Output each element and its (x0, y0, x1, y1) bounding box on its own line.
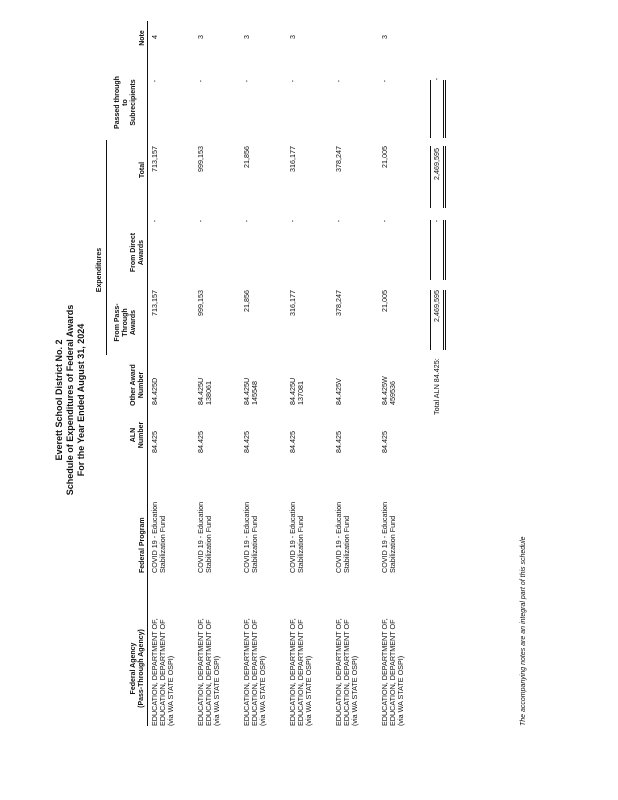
header-expenditures: Expenditures (96, 247, 103, 293)
award-cell: 84.425U 137081 (288, 377, 305, 405)
footnote: The accompanying notes are an integral part of this schedule (520, 536, 527, 726)
total-double-rule-total-2 (445, 146, 446, 208)
program-cell: COVID 19 - Education Stabilization Fund (288, 501, 305, 573)
expenditures-rule (106, 140, 107, 355)
total-subrecipients: - (432, 78, 441, 81)
total-rule-total (430, 146, 431, 208)
header-rule (147, 21, 148, 726)
aln-cell: 84.425 (380, 431, 389, 453)
agency-cell: EDUCATION, DEPARTMENT OF, EDUCATION, DEPARTMENT OF (via WA STATE OSPI) (242, 618, 267, 726)
header-pass-through: From Pass- Through Awards (114, 303, 137, 342)
direct-cell: - (380, 220, 389, 223)
award-cell: 84.425D (150, 377, 159, 405)
aln-cell: 84.425 (288, 431, 297, 453)
note-cell: 3 (242, 35, 251, 39)
award-cell: 84.425U 145548 (242, 377, 259, 405)
header-award: Other Award Number (130, 364, 145, 406)
header-direct: From Direct Awards (130, 232, 145, 273)
header-program: Federal Program (139, 517, 146, 573)
aln-cell: 84.425 (334, 431, 343, 453)
direct-cell: - (334, 220, 343, 223)
subrecipients-cell: - (242, 80, 251, 83)
total-cell: 378,247 (334, 146, 343, 172)
entity-title: Everett School District No. 2 (54, 339, 64, 461)
aln-cell: 84.425 (196, 431, 205, 453)
total-rule-sub (430, 80, 431, 138)
agency-cell: EDUCATION, DEPARTMENT OF, EDUCATION, DEPARTMENT OF (via WA STATE OSPI) (288, 618, 313, 726)
note-cell: 3 (380, 35, 389, 39)
header-total: Total (139, 161, 146, 179)
note-cell: 4 (150, 35, 159, 39)
program-cell: COVID 19 - Education Stabilization Fund (242, 501, 259, 573)
total-double-rule-sub-2 (445, 80, 446, 138)
header-aln: ALN Number (130, 421, 145, 449)
subrecipients-cell: - (288, 80, 297, 83)
header-subrecipients: Passed through to Subrecipients (114, 76, 137, 129)
note-cell: 3 (196, 35, 205, 39)
agency-cell: EDUCATION, DEPARTMENT OF, EDUCATION, DEPARTMENT OF (via WA STATE OSPI) (334, 618, 359, 726)
agency-cell: EDUCATION, DEPARTMENT OF, EDUCATION, DEPARTMENT OF (via WA STATE OSPI) (196, 618, 221, 726)
total-cell: 316,177 (288, 146, 297, 172)
aln-cell: 84.425 (150, 431, 159, 453)
total-double-rule-direct-2 (445, 220, 446, 280)
award-cell: 84.425U 138061 (196, 377, 213, 405)
total-double-rule-pass-2 (445, 290, 446, 350)
total-direct: - (432, 220, 441, 223)
pass-through-cell: 378,247 (334, 290, 343, 316)
direct-cell: - (150, 220, 159, 223)
note-cell: 3 (288, 35, 297, 39)
total-double-rule-pass-1 (443, 290, 444, 350)
direct-cell: - (288, 220, 297, 223)
total-cell: 21,005 (380, 146, 389, 168)
total-rule-pass (430, 290, 431, 350)
pass-through-cell: 21,856 (242, 290, 251, 312)
award-cell: 84.425W 459536 (380, 376, 397, 405)
header-note: Note (139, 30, 146, 46)
agency-cell: EDUCATION, DEPARTMENT OF, EDUCATION, DEPARTMENT OF (via WA STATE OSPI) (380, 618, 405, 726)
program-cell: COVID 19 - Education Stabilization Fund (150, 501, 167, 573)
agency-cell: EDUCATION, DEPARTMENT OF, EDUCATION, DEPARTMENT OF (via WA STATE OSPI) (150, 618, 175, 726)
total-label: Total ALN 84.425: (432, 358, 441, 415)
subrecipients-cell: - (150, 80, 159, 83)
schedule-title: Schedule of Expenditures of Federal Awards (65, 304, 75, 496)
subrecipients-cell: - (380, 80, 389, 83)
total-cell: 21,856 (242, 146, 251, 168)
total-rule-direct (430, 220, 431, 280)
total-cell: 713,157 (150, 146, 159, 172)
award-cell: 84.425V (334, 378, 343, 405)
total-double-rule-sub-1 (443, 80, 444, 138)
subrecipients-cell: - (334, 80, 343, 83)
pass-through-cell: 21,005 (380, 290, 389, 312)
subrecipients-cell: - (196, 80, 205, 83)
direct-cell: - (242, 220, 251, 223)
total-cell: 999,153 (196, 146, 205, 172)
program-cell: COVID 19 - Education Stabilization Fund (196, 501, 213, 573)
period-title: For the Year Ended August 31, 2024 (76, 323, 86, 477)
pass-through-cell: 713,157 (150, 290, 159, 316)
header-agency: Federal Agency (Pass-Through Agency) (130, 629, 145, 708)
pass-through-cell: 999,153 (196, 290, 205, 316)
program-cell: COVID 19 - Education Stabilization Fund (334, 501, 351, 573)
total-total: 2,469,595 (432, 148, 441, 180)
pass-through-cell: 316,177 (288, 290, 297, 316)
program-cell: COVID 19 - Education Stabilization Fund (380, 501, 397, 573)
direct-cell: - (196, 220, 205, 223)
aln-cell: 84.425 (242, 431, 251, 453)
total-double-rule-total-1 (443, 146, 444, 208)
total-double-rule-direct-1 (443, 220, 444, 280)
total-pass-through: 2,469,595 (432, 290, 441, 322)
